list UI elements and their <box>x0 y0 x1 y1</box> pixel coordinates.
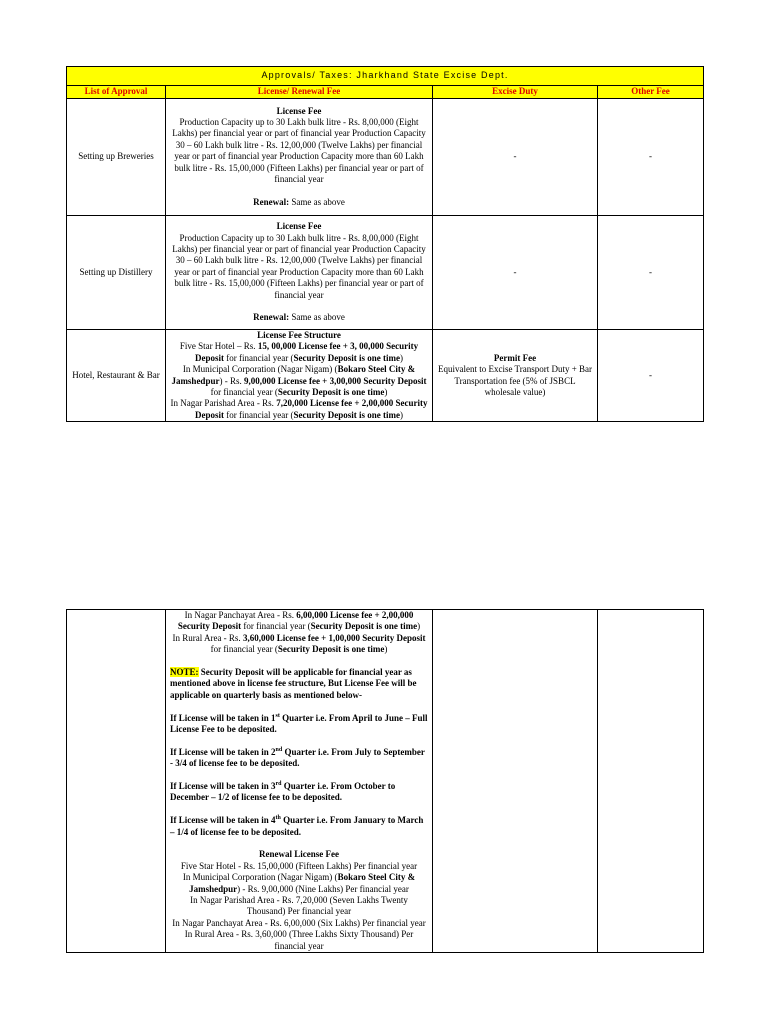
license-fee-heading: License Fee <box>276 221 322 232</box>
renewal-text: Same as above <box>291 196 345 207</box>
renewal-five-star-hotel: Five Star Hotel - Rs. 15,00,000 (Fifteen Lakhs) Per financial year <box>180 860 418 871</box>
other-fee-empty <box>598 610 704 953</box>
quarter-1-rule: If License will be taken in 1st Quarter i.e. From April to June – Full License Fee to be deposited. <box>170 712 428 735</box>
fee-rural-area: In Rural Area - Rs. 3,60,000 License fee + 1,00,000 Security Deposit for financial year (Security Deposit is one time) <box>172 632 426 655</box>
renewal-text: Same as above <box>291 312 345 323</box>
row-hotel-restaurant-bar <box>67 330 704 422</box>
note-text: Security Deposit will be applicable for financial year as mentioned above in license fee structure, But License Fee will be applicable on quarterly basis as mentioned below- <box>170 667 417 700</box>
permit-fee-heading: Permit Fee <box>493 352 537 363</box>
approval-name-empty <box>67 610 166 953</box>
fee-municipal-corporation: In Municipal Corporation (Nagar Nigam) (Bokaro Steel City & Jamshedpur) - Rs. 9,00,000 License fee + 3,00,000 Security Deposit for financial year (Security Deposit is one time) <box>171 364 427 398</box>
license-fee-text: Production Capacity up to 30 Lakh bulk litre - Rs. 8,00,000 (Eight Lakhs) per financial year or part of financial year Production Capacity 30 – 60 Lakh bulk litre - Rs. 12,00,000 (Twelve Lakhs) per financial year or part of financial year Production Capacity more than 60 Lakh bulk litre - Rs. 15,00,000 (Fifteen Lakhs) per financial year or part of financial year <box>172 117 426 185</box>
quarter-4-rule: If License will be taken in 4th Quarter i.e. From January to March – 1/4 of license fee to be deposited. <box>170 815 424 837</box>
note-label: NOTE: <box>170 667 199 678</box>
license-fee-distillery <box>166 216 433 330</box>
approval-name-hotel: Hotel, Restaurant & Bar <box>67 330 166 422</box>
excise-duty-distillery: - <box>433 216 598 330</box>
license-fee-hotel <box>166 330 433 422</box>
quarter-3-rule: If License will be taken in 3rd Quarter i.e. From October to December – 1/2 of license fee to be deposited. <box>170 781 396 803</box>
renewal-label: Renewal: <box>253 312 290 323</box>
license-fee-text: Production Capacity up to 30 Lakh bulk litre - Rs. 8,00,000 (Eight Lakhs) per financial year or part of financial year Production Capacity 30 – 60 Lakh bulk litre - Rs. 12,00,000 (Twelve Lakhs) per financial year or part of financial year Production Capacity more than 60 Lakh bulk litre - Rs. 15,00,000 (Fifteen Lakhs) per financial year or part of financial year <box>172 232 426 300</box>
renewal-nagar-parishad: In Nagar Parishad Area - Rs. 7,20,000 (Seven Lakhs Twenty Thousand) Per financial year <box>190 895 408 917</box>
row-hotel-continued <box>67 610 704 953</box>
quarter-2-rule: If License will be taken in 2nd Quarter i.e. From July to September - 3/4 of license fee to be deposited. <box>170 746 425 769</box>
other-fee-breweries: - <box>598 99 704 216</box>
row-breweries <box>67 99 704 216</box>
fee-nagar-panchayat: In Nagar Panchayat Area - Rs. 6,00,000 License fee + 2,00,000 Security Deposit for financial year (Security Deposit is one time) <box>177 610 421 632</box>
license-fee-heading: License Fee <box>276 105 322 116</box>
license-fee-breweries <box>166 99 433 216</box>
renewal-label: Renewal: <box>253 196 290 207</box>
other-fee-distillery: - <box>598 216 704 330</box>
license-fee-hotel-continued <box>166 610 433 953</box>
table-title: Approvals/ Taxes: Jharkhand State Excise Dept. <box>67 67 704 86</box>
security-deposit-note <box>170 667 428 701</box>
other-fee-hotel: - <box>598 330 704 422</box>
approval-name-distillery: Setting up Distillery <box>67 216 166 330</box>
renewal-rural-area: In Rural Area - Rs. 3,60,000 (Three Lakhs Sixty Thousand) Per financial year <box>184 929 414 951</box>
excise-duty-empty <box>433 610 598 953</box>
fee-nagar-parishad: In Nagar Parishad Area - Rs. 7,20,000 License fee + 2,00,000 Security Deposit for financial year (Security Deposit is one time) <box>170 398 428 420</box>
excise-duty-breweries: - <box>433 99 598 216</box>
approvals-table-continued <box>66 609 704 953</box>
title-row <box>67 67 704 86</box>
fee-five-star-hotel: Five Star Hotel – Rs. 15, 00,000 License fee + 3, 00,000 Security Deposit for financial year (Security Deposit is one time) <box>179 341 419 363</box>
row-distillery <box>67 216 704 330</box>
license-fee-structure-heading: License Fee Structure <box>257 330 341 340</box>
excise-duty-hotel <box>433 330 598 422</box>
header-row <box>67 86 704 99</box>
header-license-renewal-fee: License/ Renewal Fee <box>166 86 433 99</box>
renewal-nagar-panchayat: In Nagar Panchayat Area - Rs. 6,00,000 (Six Lakhs) Per financial year <box>172 917 426 928</box>
approval-name-breweries: Setting up Breweries <box>67 99 166 216</box>
renewal-municipal-corporation: In Municipal Corporation (Nagar Nigam) (Bokaro Steel City & Jamshedpur) - Rs. 9,00,000 (Nine Lakhs) Per financial year <box>182 872 416 894</box>
header-list-of-approval: List of Approval <box>67 86 166 99</box>
permit-fee-text: Equivalent to Excise Transport Duty + Bar Transportation fee (5% of JSBCL wholesale value) <box>437 364 593 398</box>
header-other-fee: Other Fee <box>598 86 704 99</box>
renewal-license-fee-heading: Renewal License Fee <box>259 849 339 860</box>
header-excise-duty: Excise Duty <box>433 86 598 99</box>
approvals-table <box>66 66 704 422</box>
